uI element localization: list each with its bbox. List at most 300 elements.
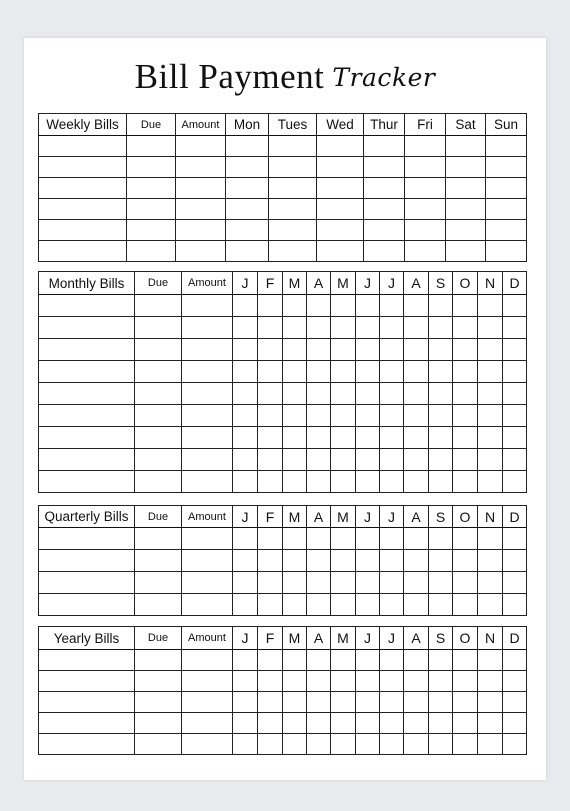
table-cell (233, 339, 258, 361)
table-cell (404, 295, 429, 317)
table-cell (39, 178, 127, 199)
table-cell (127, 157, 176, 178)
table-cell (446, 157, 486, 178)
table-cell (39, 671, 135, 692)
table-cell (283, 572, 307, 594)
table-cell (283, 671, 307, 692)
table-cell (503, 528, 527, 550)
table-cell (478, 734, 503, 755)
table-cell (39, 136, 127, 157)
table-row (39, 713, 527, 734)
quarterly-col-may: M (331, 506, 356, 528)
quarterly-col-aug: A (404, 506, 429, 528)
weekly-col-sun: Sun (486, 114, 527, 136)
table-cell (478, 405, 503, 427)
table-cell (404, 692, 429, 713)
table-cell (404, 427, 429, 449)
table-cell (307, 671, 331, 692)
table-cell (429, 572, 453, 594)
table-row (39, 671, 527, 692)
table-cell (307, 528, 331, 550)
table-cell (135, 572, 182, 594)
table-cell (503, 734, 527, 755)
monthly-col-aug: A (404, 272, 429, 295)
table-cell (446, 178, 486, 199)
table-cell (283, 405, 307, 427)
table-cell (453, 594, 478, 616)
table-cell (135, 427, 182, 449)
table-cell (283, 427, 307, 449)
table-cell (380, 383, 404, 405)
table-cell (380, 692, 404, 713)
table-cell (380, 449, 404, 471)
quarterly-col-due: Due (135, 506, 182, 528)
table-cell (233, 317, 258, 339)
monthly-col-feb: F (258, 272, 283, 295)
table-cell (258, 671, 283, 692)
table-cell (356, 383, 380, 405)
yearly-col-dec: D (503, 627, 527, 650)
table-cell (39, 692, 135, 713)
table-cell (453, 361, 478, 383)
table-cell (453, 471, 478, 493)
table-cell (39, 550, 135, 572)
monthly-body (39, 295, 527, 493)
table-cell (307, 317, 331, 339)
table-cell (380, 317, 404, 339)
table-cell (356, 734, 380, 755)
table-cell (404, 572, 429, 594)
table-cell (283, 317, 307, 339)
table-cell (405, 136, 446, 157)
table-cell (429, 713, 453, 734)
quarterly-col-jun: J (356, 506, 380, 528)
table-cell (405, 220, 446, 241)
table-cell (503, 383, 527, 405)
table-cell (233, 528, 258, 550)
page-title (0, 57, 570, 97)
table-cell (135, 339, 182, 361)
quarterly-col-dec: D (503, 506, 527, 528)
table-cell (135, 550, 182, 572)
table-cell (283, 734, 307, 755)
table-cell (453, 671, 478, 692)
yearly-body (39, 650, 527, 755)
quarterly-col-feb: F (258, 506, 283, 528)
table-cell (429, 449, 453, 471)
table-cell (364, 136, 405, 157)
table-cell (258, 383, 283, 405)
monthly-col-mar: M (283, 272, 307, 295)
table-cell (283, 361, 307, 383)
table-cell (331, 317, 356, 339)
table-cell (453, 449, 478, 471)
table-cell (356, 692, 380, 713)
table-cell (380, 361, 404, 383)
table-cell (404, 449, 429, 471)
table-cell (331, 295, 356, 317)
table-cell (135, 528, 182, 550)
table-cell (356, 572, 380, 594)
table-cell (478, 427, 503, 449)
table-cell (226, 157, 269, 178)
monthly-col-amount: Amount (182, 272, 233, 295)
table-cell (317, 199, 364, 220)
table-row (39, 471, 527, 493)
table-cell (258, 713, 283, 734)
monthly-header-row (39, 272, 527, 295)
table-cell (453, 692, 478, 713)
table-cell (380, 405, 404, 427)
table-cell (453, 427, 478, 449)
table-cell (404, 383, 429, 405)
table-cell (226, 136, 269, 157)
table-cell (135, 713, 182, 734)
table-row (39, 317, 527, 339)
table-cell (356, 405, 380, 427)
table-cell (364, 199, 405, 220)
table-cell (503, 671, 527, 692)
table-cell (176, 157, 226, 178)
table-cell (39, 528, 135, 550)
table-cell (269, 157, 317, 178)
quarterly-bills-label: Quarterly Bills (39, 506, 135, 528)
table-cell (331, 650, 356, 671)
table-cell (486, 157, 527, 178)
table-cell (283, 471, 307, 493)
table-cell (182, 427, 233, 449)
weekly-col-due: Due (127, 114, 176, 136)
table-cell (135, 650, 182, 671)
table-cell (404, 405, 429, 427)
yearly-col-jun: J (356, 627, 380, 650)
table-cell (226, 199, 269, 220)
table-cell (269, 136, 317, 157)
table-cell (356, 427, 380, 449)
table-cell (429, 339, 453, 361)
table-cell (182, 528, 233, 550)
table-cell (233, 295, 258, 317)
table-cell (478, 471, 503, 493)
table-cell (404, 361, 429, 383)
table-cell (331, 449, 356, 471)
table-cell (429, 692, 453, 713)
table-cell (39, 572, 135, 594)
table-cell (233, 427, 258, 449)
table-cell (356, 650, 380, 671)
table-cell (429, 427, 453, 449)
monthly-bills-table (38, 271, 527, 493)
table-row (39, 427, 527, 449)
table-cell (307, 471, 331, 493)
table-cell (135, 405, 182, 427)
table-row (39, 594, 527, 616)
table-cell (404, 734, 429, 755)
table-row (39, 157, 527, 178)
yearly-col-jan: J (233, 627, 258, 650)
table-cell (380, 650, 404, 671)
table-cell (39, 449, 135, 471)
table-cell (182, 734, 233, 755)
table-cell (429, 528, 453, 550)
table-cell (380, 572, 404, 594)
monthly-col-jan: J (233, 272, 258, 295)
table-cell (356, 471, 380, 493)
table-cell (486, 178, 527, 199)
table-cell (317, 241, 364, 262)
table-cell (404, 550, 429, 572)
table-cell (39, 405, 135, 427)
table-cell (176, 178, 226, 199)
yearly-col-nov: N (478, 627, 503, 650)
table-cell (233, 405, 258, 427)
table-cell (39, 339, 135, 361)
table-cell (446, 220, 486, 241)
monthly-col-sep: S (429, 272, 453, 295)
table-cell (39, 427, 135, 449)
table-cell (307, 449, 331, 471)
table-cell (176, 136, 226, 157)
table-cell (380, 594, 404, 616)
table-cell (356, 361, 380, 383)
table-cell (331, 692, 356, 713)
yearly-col-aug: A (404, 627, 429, 650)
table-row (39, 405, 527, 427)
table-cell (233, 671, 258, 692)
table-cell (364, 157, 405, 178)
table-cell (307, 405, 331, 427)
table-cell (380, 713, 404, 734)
table-row (39, 692, 527, 713)
table-cell (226, 178, 269, 199)
table-cell (446, 136, 486, 157)
table-cell (486, 136, 527, 157)
table-row (39, 572, 527, 594)
table-cell (380, 339, 404, 361)
table-cell (453, 295, 478, 317)
table-cell (429, 317, 453, 339)
table-cell (405, 157, 446, 178)
table-cell (503, 339, 527, 361)
table-cell (307, 550, 331, 572)
table-cell (135, 317, 182, 339)
table-cell (283, 713, 307, 734)
table-row (39, 449, 527, 471)
table-cell (503, 550, 527, 572)
table-cell (478, 650, 503, 671)
monthly-col-may: M (331, 272, 356, 295)
table-cell (356, 594, 380, 616)
table-cell (233, 449, 258, 471)
yearly-bills-label: Yearly Bills (39, 627, 135, 650)
table-cell (176, 241, 226, 262)
table-row (39, 339, 527, 361)
table-cell (331, 550, 356, 572)
table-cell (364, 241, 405, 262)
table-row (39, 178, 527, 199)
table-cell (258, 449, 283, 471)
table-cell (356, 449, 380, 471)
table-cell (283, 339, 307, 361)
quarterly-col-sep: S (429, 506, 453, 528)
table-cell (429, 361, 453, 383)
table-cell (503, 572, 527, 594)
table-cell (486, 199, 527, 220)
table-cell (446, 241, 486, 262)
table-cell (258, 734, 283, 755)
table-cell (258, 594, 283, 616)
table-cell (331, 528, 356, 550)
table-cell (233, 713, 258, 734)
table-cell (317, 157, 364, 178)
table-cell (176, 220, 226, 241)
table-cell (478, 713, 503, 734)
table-cell (356, 528, 380, 550)
table-cell (283, 692, 307, 713)
yearly-col-mar: M (283, 627, 307, 650)
table-cell (429, 671, 453, 692)
table-cell (331, 471, 356, 493)
table-cell (182, 383, 233, 405)
table-cell (39, 241, 127, 262)
table-cell (307, 572, 331, 594)
table-cell (503, 713, 527, 734)
quarterly-col-mar: M (283, 506, 307, 528)
yearly-col-apr: A (307, 627, 331, 650)
table-cell (503, 650, 527, 671)
table-cell (283, 594, 307, 616)
yearly-col-jul: J (380, 627, 404, 650)
table-cell (233, 594, 258, 616)
table-cell (503, 317, 527, 339)
table-cell (176, 199, 226, 220)
table-cell (380, 471, 404, 493)
table-cell (331, 405, 356, 427)
weekly-col-mon: Mon (226, 114, 269, 136)
table-cell (404, 650, 429, 671)
table-cell (453, 572, 478, 594)
monthly-col-jul: J (380, 272, 404, 295)
table-cell (39, 650, 135, 671)
table-cell (331, 572, 356, 594)
table-row (39, 220, 527, 241)
table-cell (233, 550, 258, 572)
table-cell (356, 713, 380, 734)
table-cell (331, 339, 356, 361)
table-cell (380, 427, 404, 449)
table-row (39, 241, 527, 262)
yearly-col-oct: O (453, 627, 478, 650)
yearly-col-amount: Amount (182, 627, 233, 650)
table-cell (182, 650, 233, 671)
table-cell (39, 471, 135, 493)
table-cell (182, 317, 233, 339)
table-cell (478, 528, 503, 550)
table-cell (380, 550, 404, 572)
table-cell (39, 317, 135, 339)
table-cell (283, 449, 307, 471)
table-cell (356, 317, 380, 339)
table-cell (39, 220, 127, 241)
weekly-bills-label: Weekly Bills (39, 114, 127, 136)
table-cell (182, 405, 233, 427)
table-cell (283, 295, 307, 317)
table-cell (503, 692, 527, 713)
table-cell (478, 295, 503, 317)
table-cell (503, 361, 527, 383)
table-cell (429, 594, 453, 616)
table-cell (258, 317, 283, 339)
table-cell (380, 295, 404, 317)
table-cell (127, 136, 176, 157)
quarterly-bills-table (38, 505, 527, 616)
table-cell (258, 405, 283, 427)
title-script: Tracker (332, 62, 436, 92)
table-cell (356, 671, 380, 692)
table-cell (233, 650, 258, 671)
table-cell (380, 671, 404, 692)
table-cell (182, 361, 233, 383)
table-cell (429, 650, 453, 671)
table-cell (503, 405, 527, 427)
table-cell (233, 734, 258, 755)
table-cell (503, 594, 527, 616)
table-cell (135, 471, 182, 493)
weekly-header-row (39, 114, 527, 136)
monthly-col-nov: N (478, 272, 503, 295)
table-cell (331, 713, 356, 734)
table-cell (258, 550, 283, 572)
table-cell (233, 471, 258, 493)
table-cell (453, 528, 478, 550)
table-cell (226, 241, 269, 262)
monthly-bills-label: Monthly Bills (39, 272, 135, 295)
table-cell (258, 692, 283, 713)
table-cell (364, 220, 405, 241)
table-cell (364, 178, 405, 199)
table-cell (404, 528, 429, 550)
table-cell (404, 671, 429, 692)
table-cell (182, 295, 233, 317)
quarterly-col-apr: A (307, 506, 331, 528)
table-cell (331, 427, 356, 449)
table-cell (356, 339, 380, 361)
table-cell (307, 339, 331, 361)
table-cell (446, 199, 486, 220)
table-cell (135, 295, 182, 317)
weekly-bills-table (38, 113, 527, 262)
table-cell (307, 427, 331, 449)
table-cell (486, 220, 527, 241)
table-cell (503, 427, 527, 449)
table-cell (307, 650, 331, 671)
table-cell (258, 361, 283, 383)
table-cell (307, 713, 331, 734)
title-main: Bill Payment (134, 57, 325, 96)
table-cell (453, 405, 478, 427)
quarterly-col-oct: O (453, 506, 478, 528)
table-cell (429, 383, 453, 405)
table-cell (307, 692, 331, 713)
table-cell (258, 471, 283, 493)
table-row (39, 136, 527, 157)
table-cell (380, 734, 404, 755)
table-cell (39, 383, 135, 405)
table-cell (283, 528, 307, 550)
table-cell (453, 550, 478, 572)
table-cell (258, 650, 283, 671)
yearly-col-sep: S (429, 627, 453, 650)
